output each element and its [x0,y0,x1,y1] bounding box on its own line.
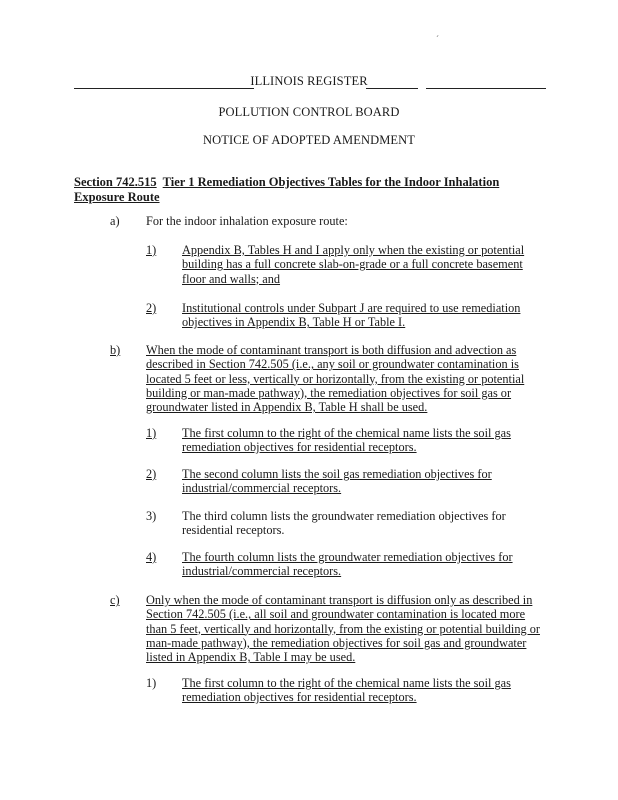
item-b4-label: 4) [146,550,157,564]
stray-mark: ˊ [436,34,439,44]
subsection-c-text: Only when the mode of contaminant transport is diffusion only as described in Section 742.505 (i.e., all soil and groundwater contamination is located more than 5 feet, vertically and horizontally, from the existing or potential building or man-made pathway), the remediation objectives for soil gas and groundwater listed in Appendix B, Table I may be used. [146,593,540,665]
item-b2-label: 2) [146,467,157,481]
subsection-c-label: c) [110,593,120,607]
subsection-a-label: a) [110,214,120,228]
item-a2-text: Institutional controls under Subpart J are required to use remediation objectives in Appendix B, Table H or Table I. [182,301,521,330]
item-c1-label: 1) [146,676,157,690]
section-heading [74,175,549,205]
item-b2-text: The second column lists the soil gas remediation objectives for industrial/commercial receptors. [182,467,492,496]
item-a1-label: 1) [146,243,157,257]
item-a2-label: 2) [146,301,157,315]
register-title: ILLINOIS REGISTER [250,74,368,88]
item-a1-text: Appendix B, Tables H and I apply only when the existing or potential building has a full concrete slab-on-grade or a full concrete basement floor and walls; and [182,243,525,286]
item-b3-label: 3) [146,509,157,523]
item-b1-text: The first column to the right of the chemical name lists the soil gas remediation objectives for residential receptors. [182,426,511,455]
notice-title: NOTICE OF ADOPTED AMENDMENT [202,133,416,147]
subsection-b-label: b) [110,343,121,357]
board-name: POLLUTION CONTROL BOARD [218,105,400,119]
item-c1-text: The first column to the right of the chemical name lists the soil gas remediation objectives for residential receptors. [182,676,511,705]
section-number: Section 742.515 [74,175,157,189]
section-title: Tier 1 Remediation Objectives Tables for the Indoor Inhalation Exposure Route [74,175,500,204]
item-b4-text: The fourth column lists the groundwater remediation objectives for industrial/commercial receptors. [182,550,513,579]
subsection-b-text: When the mode of contaminant transport is both diffusion and advection as described in Section 742.505 (i.e., any soil or groundwater contamination is located 5 feet or less, vertically or horizontally, from the existing or potential building or man-made pathway), the remediation objectives for soil gas or groundwater listed in Appendix B, Table H shall be used. [146,343,525,415]
item-b1-label: 1) [146,426,157,440]
item-b3-text: The third column lists the groundwater remediation objectives for residential receptors. [182,509,506,538]
subsection-a-text: For the indoor inhalation exposure route: [146,214,348,228]
